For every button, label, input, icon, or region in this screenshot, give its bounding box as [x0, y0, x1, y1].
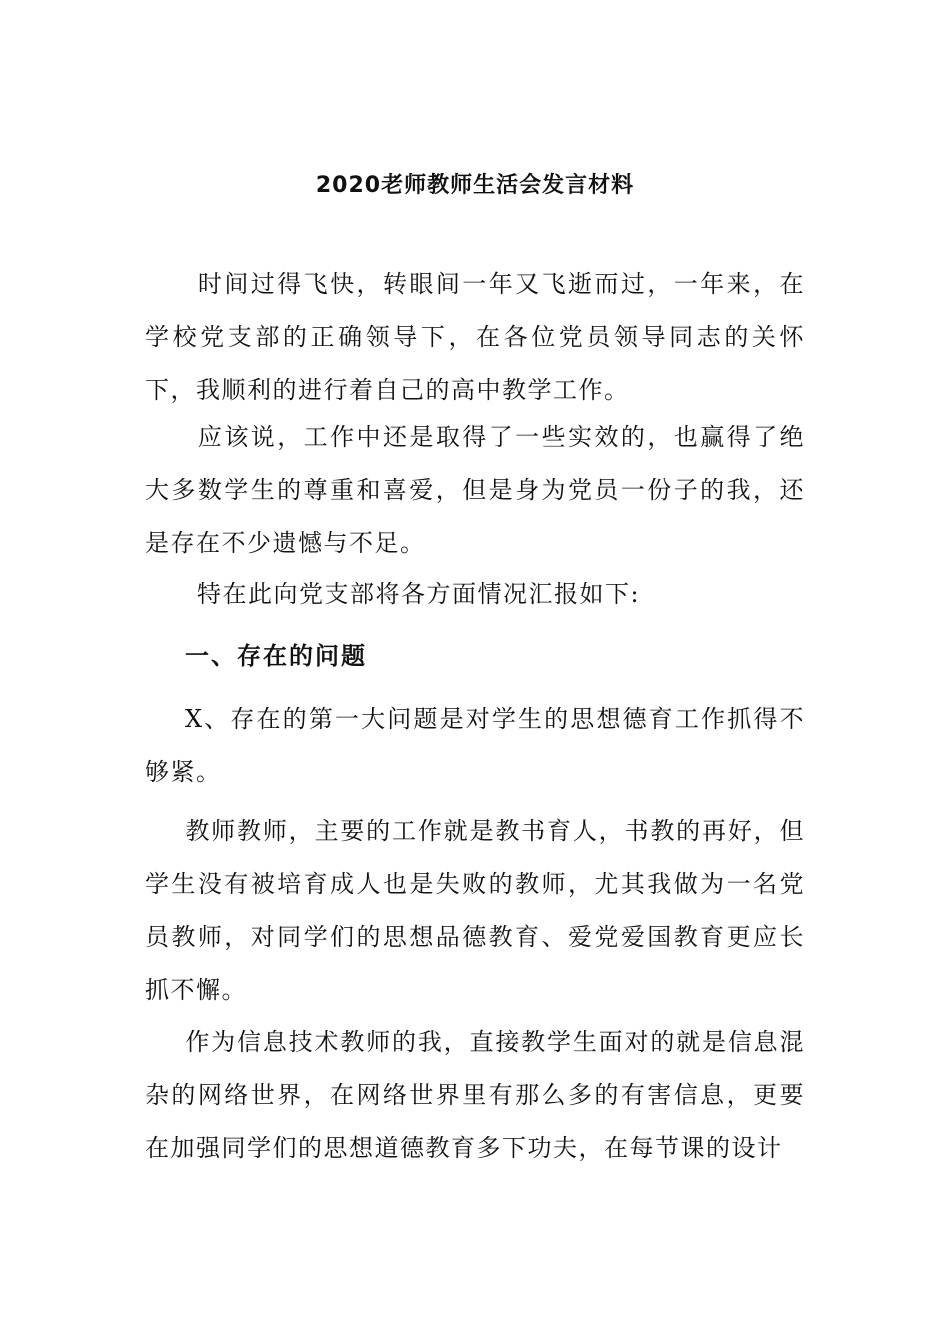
paragraph-1 — [145, 258, 805, 417]
document-title: 2020老师教师生活会发言材料 — [315, 173, 635, 198]
paragraph-5-text: 教师教师，主要的工作就是教书育人，书教的再好，但学生没有被培育成人也是失败的教师，尤其我做为一名党员教师，对同学们的思想品德教育、爱党爱国教育更应长抓不懈。 — [145, 817, 805, 1004]
paragraph-6 — [145, 1016, 805, 1175]
paragraph-6-text: 作为信息技术教师的我，直接教学生面对的就是信息混杂的网络世界，在网络世界里有那么多的有害信息，更要在加强同学们的思想道德教育多下功夫，在每节课的设计 — [145, 1028, 805, 1162]
paragraph-3-text: 特在此向党支部将各方面情况汇报如下: — [197, 580, 641, 608]
paragraph-2-text: 应该说，工作中还是取得了一些实效的，也赢得了绝大多数学生的尊重和喜爱，但是身为党员一份子的我，还是存在不少遗憾与不足。 — [145, 423, 805, 557]
paragraph-3 — [145, 568, 805, 621]
paragraph-5 — [145, 805, 805, 1017]
section-heading: 一、存在的问题 — [185, 642, 367, 670]
paragraph-2 — [145, 411, 805, 570]
paragraph-4 — [145, 693, 805, 799]
paragraph-1-text: 时间过得飞快，转眼间一年又飞逝而过，一年来，在学校党支部的正确领导下，在各位党员领导同志的关怀下，我顺利的进行着自己的高中教学工作。 — [145, 270, 805, 404]
paragraph-4-text: X、存在的第一大问题是对学生的思想德育工作抓得不够紧。 — [145, 705, 805, 786]
